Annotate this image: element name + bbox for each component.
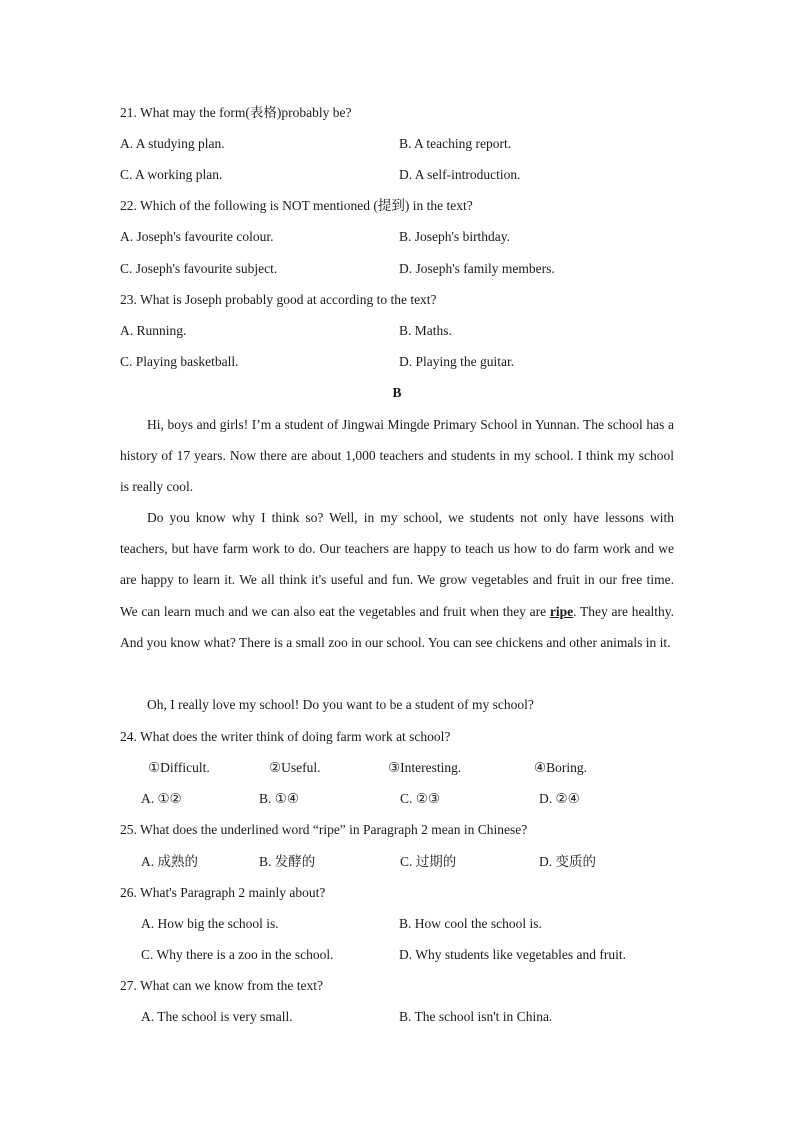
passage-paragraph-3 [120, 689, 674, 720]
q23-option-d: D. Playing the guitar. [399, 354, 515, 369]
passage-paragraph-1-text: Hi, boys and girls! I’m a student of Jingwai Mingde Primary School in Yunnan. The school has a history of 17 years. Now there are about 1,000 teachers and students in my school. I think my school is really cool. [120, 417, 674, 495]
passage-paragraph-1 [120, 409, 674, 503]
underlined-word-ripe: ripe [549, 603, 574, 619]
question-22: 22. Which of the following is NOT mentioned (提到) in the text? [120, 198, 473, 213]
q22-option-c: C. Joseph's favourite subject. [120, 261, 278, 276]
q25-option-a: A. 成熟的 [141, 854, 198, 869]
passage-paragraph-2 [120, 502, 674, 658]
q24-option-d: D. ②④ [539, 791, 580, 806]
question-26: 26. What's Paragraph 2 mainly about? [120, 885, 326, 900]
question-27: 27. What can we know from the text? [120, 978, 323, 993]
question-25: 25. What does the underlined word “ripe” in Paragraph 2 mean in Chinese? [120, 822, 528, 837]
q22-option-a: A. Joseph's favourite colour. [120, 229, 274, 244]
q22-option-b: B. Joseph's birthday. [399, 229, 511, 244]
q26-option-a: A. How big the school is. [141, 916, 279, 931]
q24-choice-4: ④Boring. [534, 760, 587, 775]
q26-option-c: C. Why there is a zoo in the school. [141, 947, 334, 962]
q23-option-a: A. Running. [120, 323, 187, 338]
q25-option-c: C. 过期的 [400, 854, 457, 869]
q26-option-b: B. How cool the school is. [399, 916, 542, 931]
q24-choice-2: ②Useful. [269, 760, 321, 775]
question-21: 21. What may the form(表格)probably be? [120, 105, 352, 120]
q24-option-a: A. ①② [141, 791, 182, 806]
q25-option-b: B. 发酵的 [259, 854, 316, 869]
q23-option-b: B. Maths. [399, 323, 452, 338]
passage-paragraph-2-text-after: . They are healthy. And you know what? There is a small zoo in our school. You can see chickens and other animals in it. [120, 603, 674, 650]
q22-option-d: D. Joseph's family members. [399, 261, 555, 276]
q21-option-c: C. A working plan. [120, 167, 223, 182]
q21-option-b: B. A teaching report. [399, 136, 512, 151]
q24-choice-3: ③Interesting. [388, 760, 462, 775]
q26-option-d: D. Why students like vegetables and fruit. [399, 947, 626, 962]
q27-option-b: B. The school isn't in China. [399, 1009, 553, 1024]
passage-paragraph-3-text: Oh, I really love my school! Do you want to be a student of my school? [147, 697, 534, 712]
q25-option-d: D. 变质的 [539, 854, 596, 869]
q23-option-c: C. Playing basketball. [120, 354, 239, 369]
q24-option-c: C. ②③ [400, 791, 440, 806]
question-24: 24. What does the writer think of doing farm work at school? [120, 729, 451, 744]
q24-choice-1: ①Difficult. [148, 760, 210, 775]
q27-option-a: A. The school is very small. [141, 1009, 293, 1024]
passage-paragraph-2-text-before: Do you know why I think so? Well, in my school, we students not only have lessons with teachers, but have farm work to do. Our teachers are happy to teach us how to do farm work and we are happy to learn it. We all think it's useful and fun. We grow vegetables and fruit in our free time. We can learn much and we can also eat the vegetables and fruit when they are [120, 510, 674, 619]
q21-option-a: A. A studying plan. [120, 136, 225, 151]
question-23: 23. What is Joseph probably good at according to the text? [120, 292, 437, 307]
q24-option-b: B. ①④ [259, 791, 299, 806]
q21-option-d: D. A self-introduction. [399, 167, 521, 182]
section-b-heading: B [392, 385, 402, 400]
